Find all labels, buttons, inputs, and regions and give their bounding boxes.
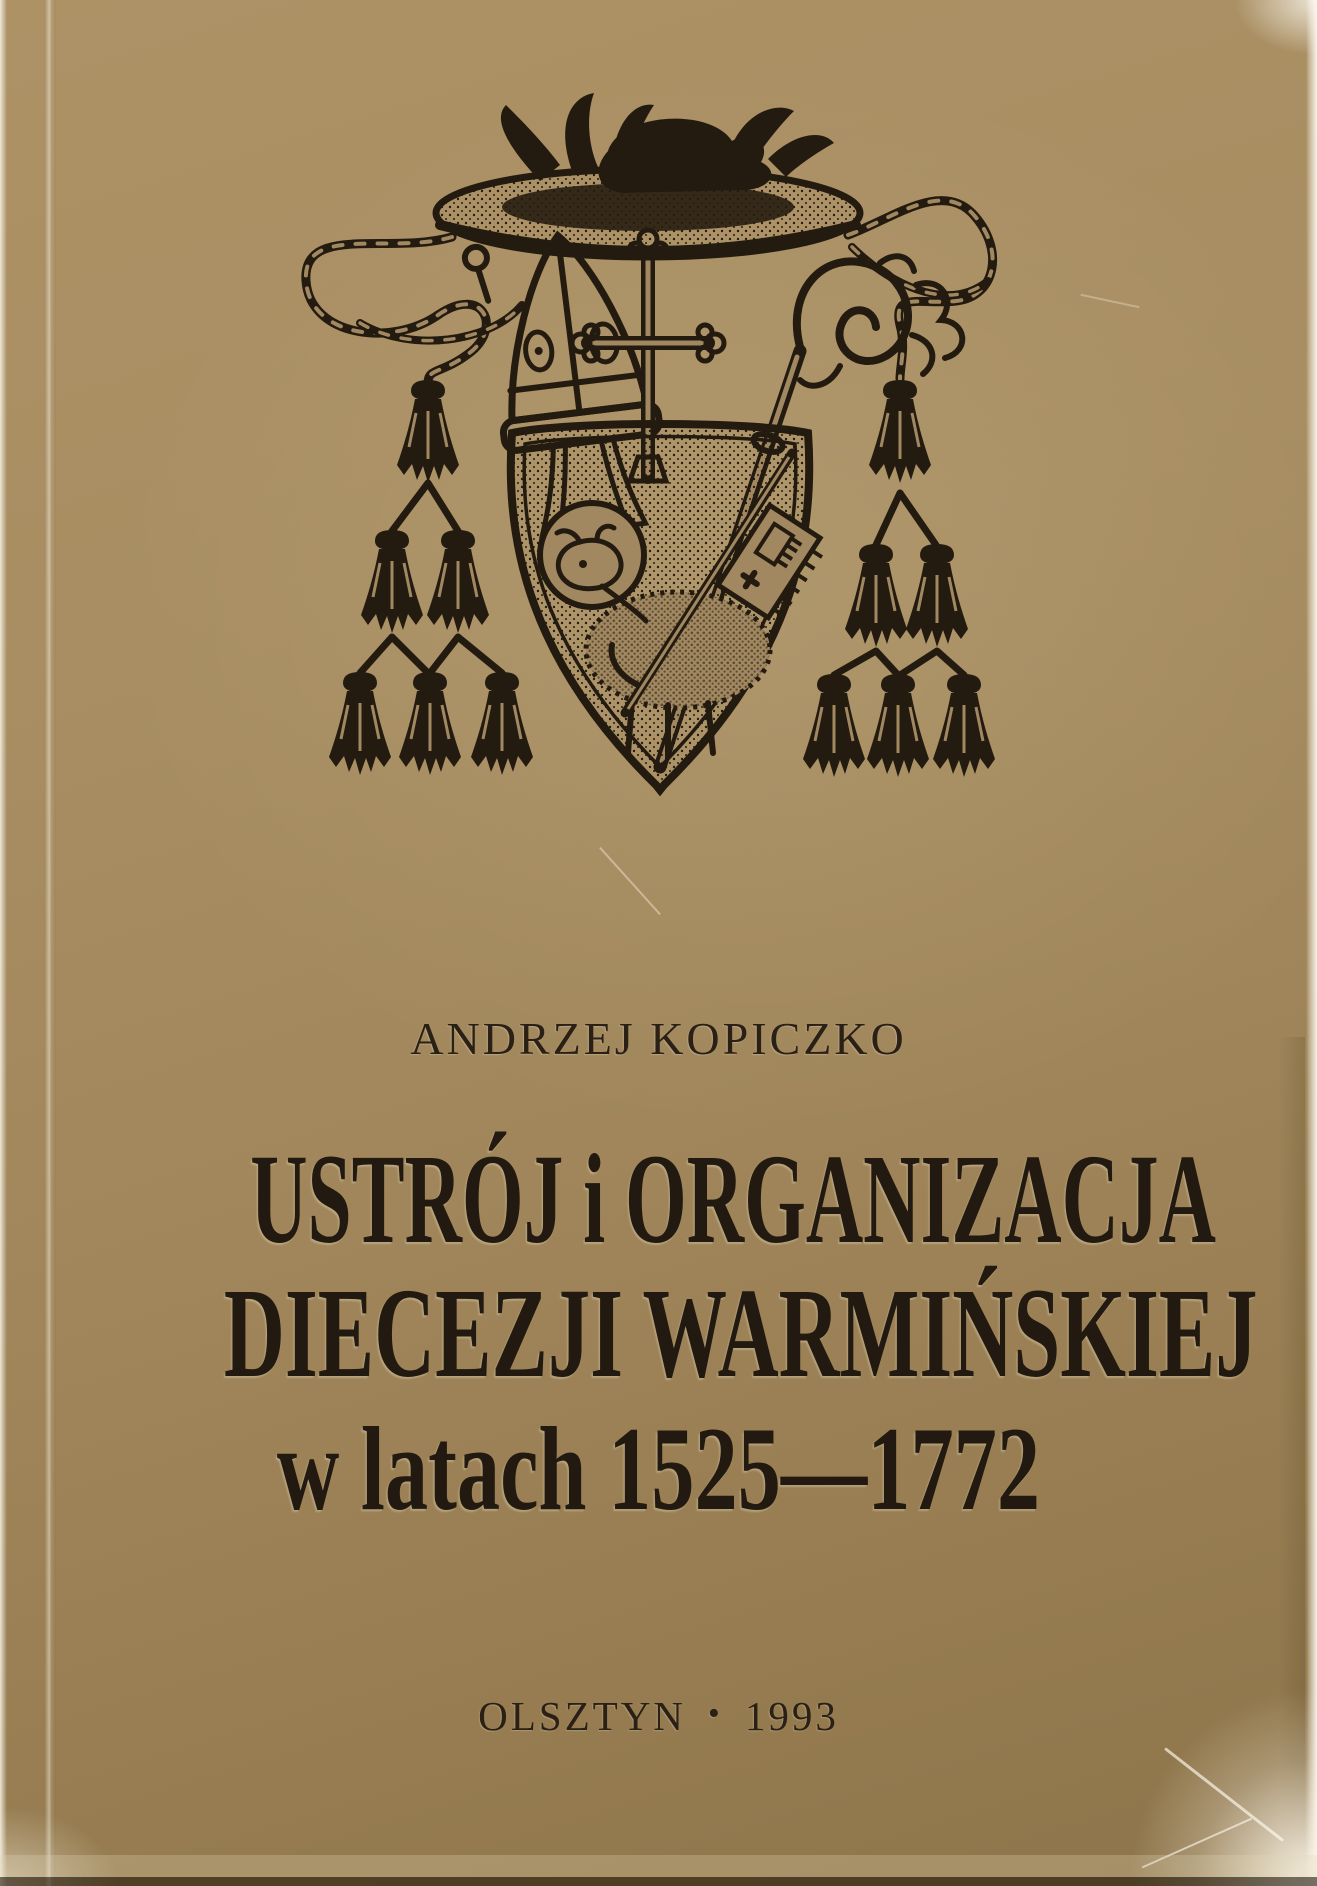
title-line-2: DIECEZJI WARMIŃSKIEJ: [223, 1262, 1258, 1404]
imprint-line: [0, 1692, 1317, 1740]
scan-artifact-corner-top-right: [1227, 0, 1317, 60]
book-title: [0, 1128, 1317, 1538]
scan-artifact-crack: [1142, 1818, 1252, 1869]
author-name: ANDRZEJ KOPICZKO: [410, 1013, 907, 1064]
scan-artifact-left-edge: [0, 0, 7, 1886]
scan-artifact-scratch: [599, 847, 661, 915]
scan-artifact-right-edge: [1306, 0, 1317, 1886]
scan-artifact-left-crease: [44, 0, 56, 1886]
scan-artifact-scratch: [1080, 294, 1139, 308]
title-line-3: w latach 1525—1772: [276, 1402, 1041, 1535]
tassels-right: [803, 380, 995, 777]
scan-artifact-bottom-edge: [0, 1877, 1317, 1886]
scan-artifact-bottom-wear: [0, 1855, 1317, 1877]
scan-artifact-corner-bottom-left: [0, 1806, 120, 1886]
shield-icon: [511, 424, 830, 790]
title-line-1: USTRÓJ i ORGANIZACJA: [250, 1128, 1216, 1270]
imprint-city: OLSZTYN: [478, 1693, 686, 1739]
imprint-year: 1993: [744, 1693, 839, 1739]
galero-hat-icon: [436, 93, 860, 257]
imprint-separator-dot: •: [707, 1695, 723, 1732]
episcopal-coat-of-arms-illustration: [240, 85, 1040, 805]
scan-artifact-crack: [1164, 1747, 1284, 1842]
